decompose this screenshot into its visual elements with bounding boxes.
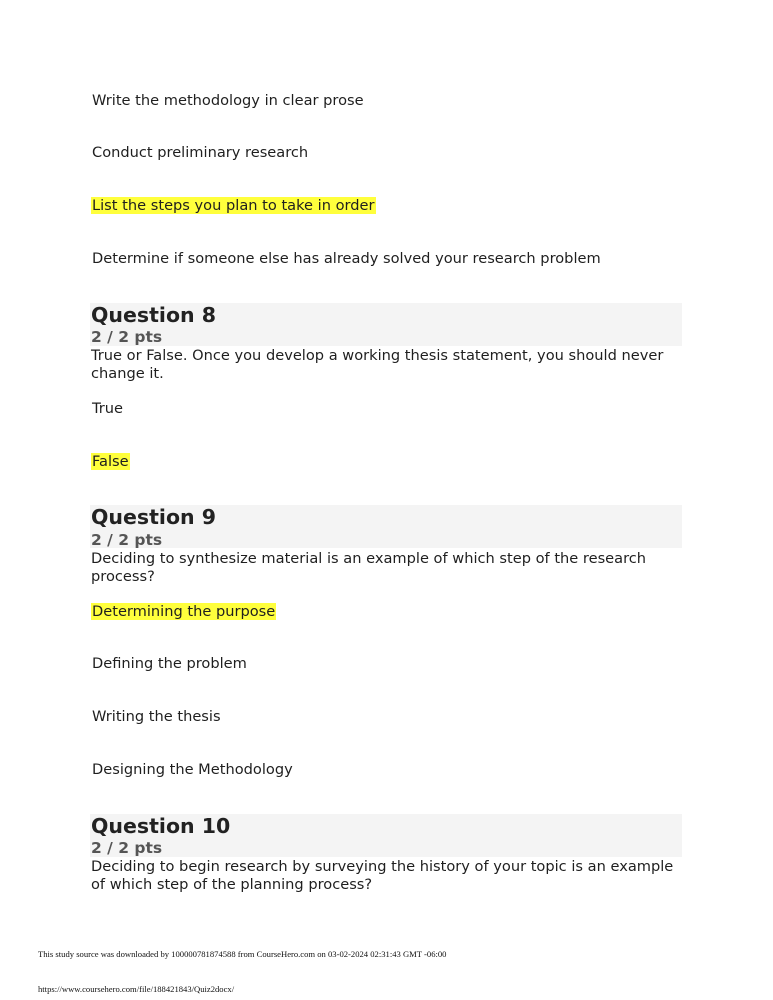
- answer-option: [91, 761, 294, 779]
- question-prompt: Deciding to begin research by surveying the history of your topic is an example of which step of the planning process?: [91, 858, 674, 893]
- question-prompt: True or False. Once you develop a working thesis statement, you should never change it.: [91, 347, 664, 382]
- answer-option-text: True: [92, 400, 123, 417]
- question-title: Question 8: [91, 303, 217, 327]
- question-title: Question 9: [91, 505, 217, 529]
- answer-option-selected: [91, 197, 376, 215]
- answer-option-text: Determining the purpose: [92, 603, 276, 620]
- answer-option-text: Conduct preliminary research: [92, 144, 309, 161]
- answer-option: [91, 708, 222, 726]
- question-points: 2 / 2 pts: [91, 839, 163, 857]
- answer-option: [91, 655, 248, 673]
- question-prompt: Deciding to synthesize material is an example of which step of the research process?: [91, 550, 647, 585]
- answer-option: [91, 250, 602, 268]
- answer-option-text: False: [92, 453, 129, 470]
- answer-option: [91, 92, 365, 110]
- answer-option: [91, 400, 124, 418]
- answer-option-text: Write the methodology in clear prose: [92, 92, 364, 109]
- answer-option: [91, 144, 309, 162]
- question-title: Question 10: [91, 814, 231, 838]
- source-url[interactable]: https://www.coursehero.com/file/188421843/Quiz2docx/: [38, 984, 235, 994]
- answer-option-text: Determine if someone else has already solved your research problem: [92, 250, 601, 267]
- answer-option-selected: [91, 453, 130, 471]
- answer-option-text: List the steps you plan to take in order: [92, 197, 375, 214]
- answer-option-text: Writing the thesis: [92, 708, 221, 725]
- question-points: 2 / 2 pts: [91, 531, 163, 549]
- question-points: 2 / 2 pts: [91, 328, 163, 346]
- answer-option-text: Defining the problem: [92, 655, 247, 672]
- answer-option-selected: [91, 603, 276, 621]
- download-source-notice: This study source was downloaded by 100000781874588 from CourseHero.com on 03-02-2024 02:31:43 GMT -06:00: [38, 949, 447, 959]
- answer-option-text: Designing the Methodology: [92, 761, 293, 778]
